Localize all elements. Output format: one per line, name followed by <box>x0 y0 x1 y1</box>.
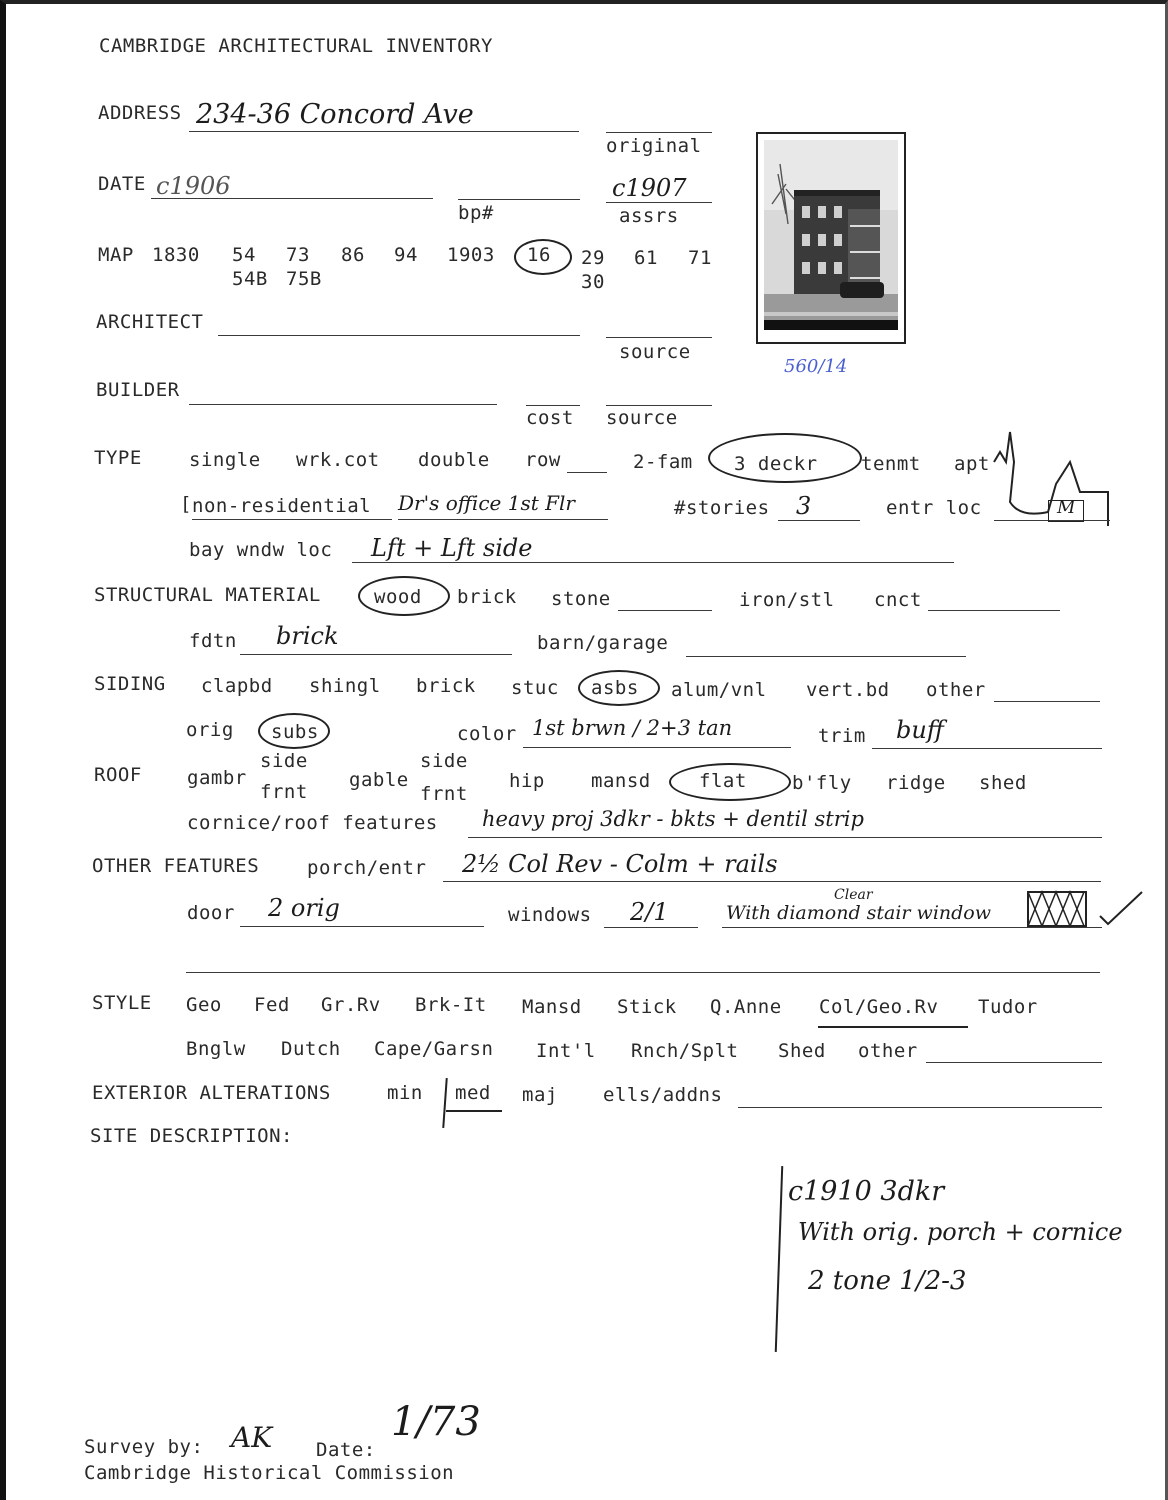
cnct-line <box>928 610 1060 611</box>
color-value: 1st brwn / 2+3 tan <box>532 716 733 740</box>
fdtn-line <box>240 654 512 655</box>
type-non-residential: non-residential <box>192 495 372 517</box>
struct-label: STRUCTURAL MATERIAL <box>94 584 321 606</box>
type-apt: apt <box>954 453 990 475</box>
site-note-line-2: With orig. porch + cornice <box>798 1218 1123 1246</box>
color-label: color <box>457 723 517 745</box>
windows-note: With diamond stair window <box>726 902 991 924</box>
siding-label: SIDING <box>94 673 166 695</box>
type-single: single <box>189 449 261 471</box>
porch-label: porch/entr <box>307 857 427 879</box>
non-res-bracket-open: [ <box>180 493 192 515</box>
roof-frnt-1: frnt <box>260 781 308 803</box>
style-shed: Shed <box>778 1040 826 1062</box>
entr-loc-label: entr loc <box>886 497 982 519</box>
bp-line <box>458 199 580 200</box>
roof-label: ROOF <box>94 764 142 786</box>
siding-other: other <box>926 679 986 701</box>
map-year-61: 61 <box>634 247 658 269</box>
form-title: CAMBRIDGE ARCHITECTURAL INVENTORY <box>99 35 493 57</box>
fdtn-value: brick <box>276 622 339 650</box>
ells-line <box>738 1107 1102 1108</box>
windows-label: windows <box>508 904 592 926</box>
survey-by-label: Survey by: <box>84 1436 204 1458</box>
map-16-circle <box>514 239 572 275</box>
type-label: TYPE <box>94 447 142 469</box>
bay-wndw-line <box>352 562 954 563</box>
address-label: ADDRESS <box>98 102 182 124</box>
windows-value: 2/1 <box>630 898 669 926</box>
style-fed: Fed <box>254 994 290 1016</box>
type-row-line <box>567 472 607 473</box>
date-label: DATE <box>98 173 146 195</box>
other-features-label: OTHER FEATURES <box>92 855 260 877</box>
windows-line <box>604 927 698 928</box>
map-year-54b: 54B <box>232 268 268 290</box>
map-year-1830: 1830 <box>152 244 200 266</box>
barn-garage-label: barn/garage <box>537 632 669 654</box>
siding-alum-vnl: alum/vnl <box>671 679 767 701</box>
photo-id: 560/14 <box>784 356 848 377</box>
roof-mansd: mansd <box>591 770 651 792</box>
entr-loc-box-value: M <box>1057 497 1076 518</box>
cost-line <box>526 405 580 406</box>
site-note-bar <box>775 1166 783 1352</box>
site-note-line-3: 2 tone 1/2-3 <box>808 1266 967 1296</box>
building-photo <box>756 132 906 344</box>
alt-med-mark-underline <box>446 1110 502 1112</box>
barn-garage-line <box>686 656 966 657</box>
assrs-label: assrs <box>619 205 679 227</box>
style-label: STYLE <box>92 992 152 1014</box>
three-deckr-circle <box>708 433 862 483</box>
col-geo-rv-underline <box>818 1026 968 1028</box>
style-gr-rv: Gr.Rv <box>321 994 381 1016</box>
assrs-date-value: c1907 <box>612 174 687 202</box>
trim-label: trim <box>818 725 866 747</box>
style-dutch: Dutch <box>281 1038 341 1060</box>
site-desc-label: SITE DESCRIPTION: <box>90 1125 293 1147</box>
roof-bfly: b'fly <box>792 772 852 794</box>
style-brk-it: Brk-It <box>415 994 487 1016</box>
bay-wndw-label: bay wndw loc <box>189 539 333 561</box>
type-tenmt: tenmt <box>861 453 921 475</box>
map-year-86: 86 <box>341 244 365 266</box>
cost-label: cost <box>526 407 574 429</box>
color-line <box>523 747 791 748</box>
date-value: c1906 <box>156 172 231 200</box>
struct-brick: brick <box>457 586 517 608</box>
map-year-54: 54 <box>232 244 256 266</box>
siding-stuc: stuc <box>511 677 559 699</box>
original-top-line <box>606 132 712 133</box>
stories-line <box>778 520 860 521</box>
cornice-label: cornice/roof features <box>187 812 438 834</box>
stories-value: 3 <box>796 492 812 520</box>
siding-clapbd: clapbd <box>201 675 273 697</box>
architect-line <box>218 335 580 336</box>
roof-frnt-2: frnt <box>420 783 468 805</box>
extra-features-line <box>186 972 1100 973</box>
alt-med: med <box>455 1082 491 1104</box>
builder-line <box>189 404 497 405</box>
survey-date-value: 1/73 <box>391 1399 481 1445</box>
door-label: door <box>187 902 235 924</box>
commission-label: Cambridge Historical Commission <box>84 1462 455 1484</box>
style-stick: Stick <box>617 996 677 1018</box>
fdtn-label: fdtn <box>189 630 237 652</box>
architect-label: ARCHITECT <box>96 311 204 333</box>
windows-note-top: Clear <box>834 887 873 903</box>
struct-wood: wood <box>374 586 422 608</box>
map-year-94: 94 <box>394 244 418 266</box>
struct-stone: stone <box>551 588 611 610</box>
style-other: other <box>858 1040 918 1062</box>
non-res-value: Dr's office 1st Flr <box>398 491 575 515</box>
survey-date-label: Date: <box>316 1439 376 1461</box>
style-geo: Geo <box>186 994 222 1016</box>
style-cape-garsn: Cape/Garsn <box>374 1038 494 1060</box>
asbs-circle <box>578 670 660 706</box>
alt-min: min <box>387 1082 423 1104</box>
style-other-line <box>926 1062 1102 1063</box>
type-double: double <box>418 449 490 471</box>
address-value: 234-36 Concord Ave <box>196 99 474 130</box>
cornice-line <box>468 837 1102 838</box>
type-wrk-cot: wrk.cot <box>296 449 380 471</box>
roof-ridge: ridge <box>886 772 946 794</box>
original-label: original <box>606 135 702 157</box>
entr-loc-box <box>1048 497 1084 522</box>
bp-label: bp# <box>458 202 494 224</box>
siding-vert-bd: vert.bd <box>806 679 890 701</box>
builder-source-label: source <box>606 407 678 429</box>
map-year-30: 30 <box>581 271 605 293</box>
builder-label: BUILDER <box>96 379 180 401</box>
subs-circle <box>258 713 330 749</box>
type-two-fam: 2-fam <box>633 451 693 473</box>
trim-line <box>872 748 1102 749</box>
trim-value: buff <box>896 716 944 744</box>
map-year-71: 71 <box>688 247 712 269</box>
roof-hip: hip <box>509 770 545 792</box>
cornice-value: heavy proj 3dkr - bkts + dentil strip <box>482 807 864 831</box>
building-photo-image <box>758 134 904 342</box>
map-year-1903: 1903 <box>447 244 495 266</box>
ext-alt-label: EXTERIOR ALTERATIONS <box>92 1082 331 1104</box>
roof-gable: gable <box>349 769 409 791</box>
type-row: row <box>525 449 561 471</box>
stone-line <box>618 610 712 611</box>
style-mansd: Mansd <box>522 996 582 1018</box>
non-res-value-line <box>398 519 608 520</box>
roof-shed: shed <box>979 772 1027 794</box>
style-bnglw: Bnglw <box>186 1038 246 1060</box>
flat-circle <box>669 763 791 801</box>
door-value: 2 orig <box>268 894 340 922</box>
siding-asbs: asbs <box>591 677 639 699</box>
bay-wndw-value: Lft + Lft side <box>371 534 533 562</box>
architect-source-label: source <box>619 341 691 363</box>
map-year-73: 73 <box>286 244 310 266</box>
door-line <box>240 926 484 927</box>
style-tudor: Tudor <box>978 996 1038 1018</box>
roof-gambr: gambr <box>187 767 247 789</box>
architect-source-line <box>606 337 712 338</box>
type-three-deckr: 3 deckr <box>734 453 818 475</box>
style-q-anne: Q.Anne <box>710 996 782 1018</box>
roof-side-2: side <box>420 750 468 772</box>
assrs-line <box>606 202 712 203</box>
style-col-geo-rv: Col/Geo.Rv <box>819 996 939 1018</box>
site-note-line-1: c1910 3dkr <box>788 1176 945 1207</box>
porch-line <box>443 881 1101 882</box>
siding-shingl: shingl <box>309 675 381 697</box>
alt-maj: maj <box>522 1084 558 1106</box>
map-year-29: 29 <box>581 247 605 269</box>
map-year-16: 16 <box>527 244 551 266</box>
roof-side-1: side <box>260 750 308 772</box>
orig-label: orig <box>186 719 234 741</box>
builder-source-line <box>606 405 712 406</box>
map-label: MAP <box>98 244 134 266</box>
address-line <box>189 131 579 132</box>
survey-by-value: AK <box>231 1421 273 1454</box>
struct-iron: iron/stl <box>739 589 835 611</box>
roof-flat: flat <box>699 770 747 792</box>
porch-value: 2½ Col Rev - Colm + rails <box>462 850 778 878</box>
style-rnch-splt: Rnch/Splt <box>631 1040 739 1062</box>
stories-label: #stories <box>674 497 770 519</box>
siding-brick: brick <box>416 675 476 697</box>
style-intl: Int'l <box>536 1040 596 1062</box>
diamond-window-sketch <box>1026 888 1146 932</box>
map-year-75b: 75B <box>286 268 322 290</box>
orig-subs: subs <box>271 721 319 743</box>
wood-circle <box>358 576 450 616</box>
non-res-line <box>192 519 392 520</box>
alt-med-mark-vertical <box>442 1078 447 1128</box>
siding-other-line <box>994 701 1100 702</box>
ells-label: ells/addns <box>603 1084 723 1106</box>
struct-cnct: cnct <box>874 589 922 611</box>
